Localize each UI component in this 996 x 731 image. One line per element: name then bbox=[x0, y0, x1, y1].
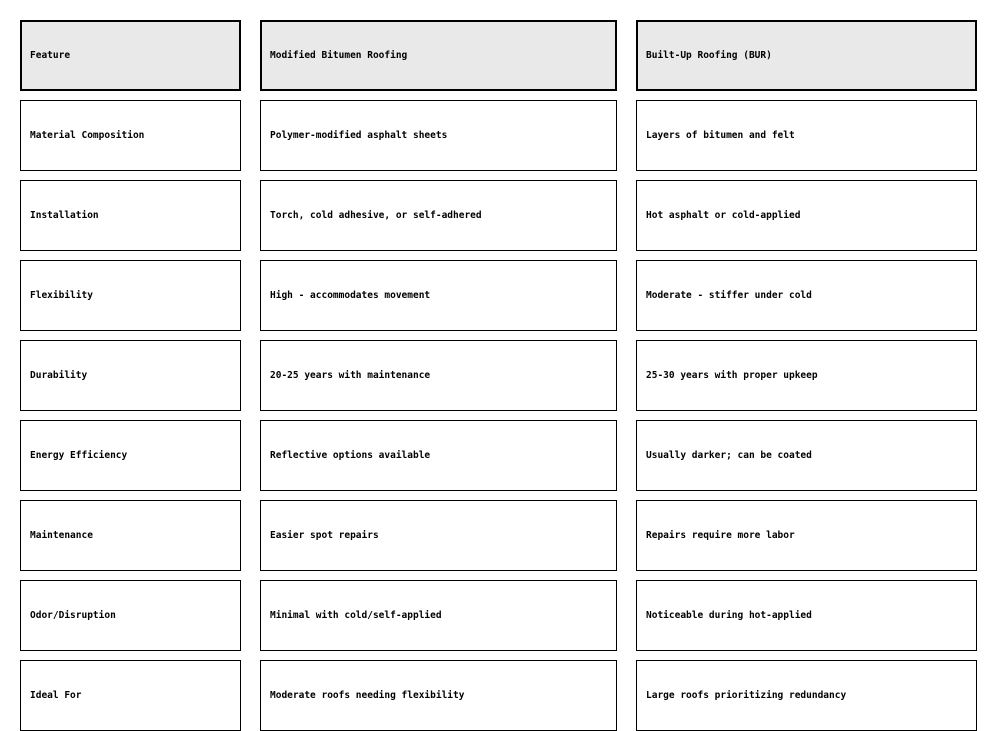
table-cell-feature: Ideal For bbox=[20, 660, 241, 731]
table-cell-feature: Odor/Disruption bbox=[20, 580, 241, 651]
table-cell-modified-bitumen: 20-25 years with maintenance bbox=[260, 340, 617, 411]
table-cell-built-up-roofing: Large roofs prioritizing redundancy bbox=[636, 660, 977, 731]
table-header-built-up-roofing: Built-Up Roofing (BUR) bbox=[636, 20, 977, 91]
table-cell-built-up-roofing: Layers of bitumen and felt bbox=[636, 100, 977, 171]
table-header-modified-bitumen: Modified Bitumen Roofing bbox=[260, 20, 617, 91]
table-cell-modified-bitumen: Minimal with cold/self-applied bbox=[260, 580, 617, 651]
table-cell-built-up-roofing: 25-30 years with proper upkeep bbox=[636, 340, 977, 411]
table-cell-built-up-roofing: Hot asphalt or cold-applied bbox=[636, 180, 977, 251]
table-cell-modified-bitumen: Polymer-modified asphalt sheets bbox=[260, 100, 617, 171]
table-cell-modified-bitumen: Easier spot repairs bbox=[260, 500, 617, 571]
table-cell-feature: Installation bbox=[20, 180, 241, 251]
table-cell-modified-bitumen: Torch, cold adhesive, or self-adhered bbox=[260, 180, 617, 251]
table-cell-feature: Flexibility bbox=[20, 260, 241, 331]
table-cell-feature: Energy Efficiency bbox=[20, 420, 241, 491]
table-cell-feature: Material Composition bbox=[20, 100, 241, 171]
table-cell-built-up-roofing: Moderate - stiffer under cold bbox=[636, 260, 977, 331]
table-cell-modified-bitumen: Moderate roofs needing flexibility bbox=[260, 660, 617, 731]
comparison-table bbox=[20, 20, 977, 731]
table-cell-built-up-roofing: Usually darker; can be coated bbox=[636, 420, 977, 491]
table-cell-modified-bitumen: High - accommodates movement bbox=[260, 260, 617, 331]
table-cell-modified-bitumen: Reflective options available bbox=[260, 420, 617, 491]
table-cell-built-up-roofing: Noticeable during hot-applied bbox=[636, 580, 977, 651]
table-cell-built-up-roofing: Repairs require more labor bbox=[636, 500, 977, 571]
table-cell-feature: Durability bbox=[20, 340, 241, 411]
table-header-feature: Feature bbox=[20, 20, 241, 91]
table-cell-feature: Maintenance bbox=[20, 500, 241, 571]
